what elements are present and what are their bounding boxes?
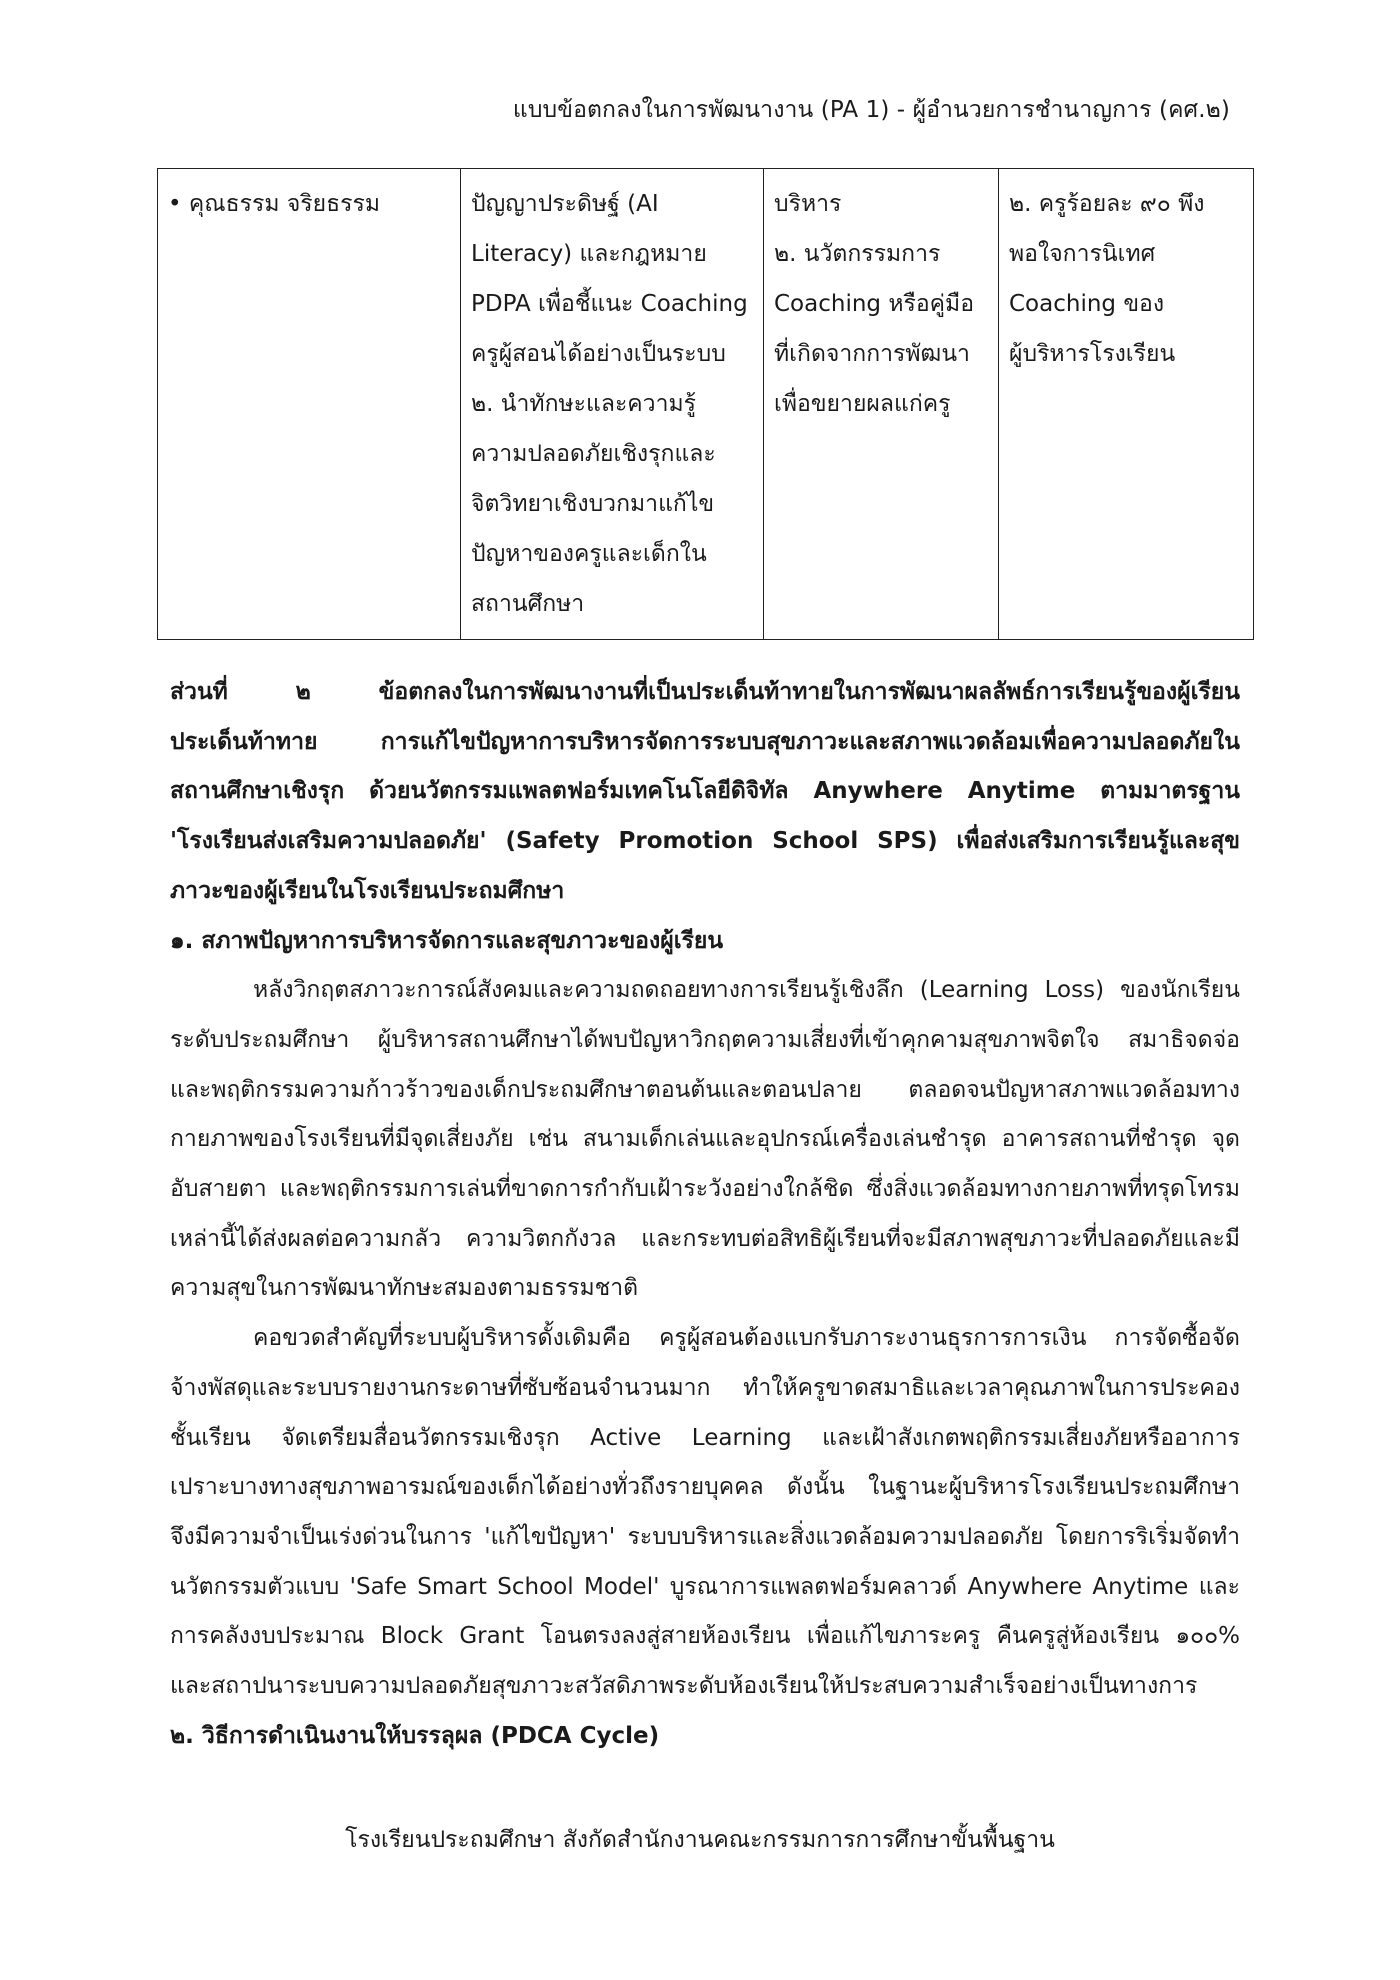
paragraph-line: คอขวดสำคัญที่ระบบผู้บริหารดั้งเดิมคือ ครูผู้สอนต้องแบกรับภาระงานธุรการการเงิน การจัดซื้อจัด (253, 1325, 1240, 1352)
document-body (170, 668, 1240, 1761)
paragraph-line: อับสายตา และพฤติกรรมการเล่นที่ขาดการกำกับเฝ้าระวังอย่างใกล้ชิด ซึ่งสิ่งแวดล้อมทางกายภาพที่ทรุดโทรม (170, 1176, 1240, 1203)
table-cell-indicator (999, 169, 1254, 640)
cell-text: PDPA เพื่อชี้แนะ Coaching (471, 291, 748, 317)
table-cell-output (764, 169, 999, 640)
paragraph-line: เหล่านี้ได้ส่งผลต่อความกลัว ความวิตกกังวล และกระทบต่อสิทธิผู้เรียนที่จะมีสภาพสุขภาวะที่ปลอดภัยและมี (170, 1225, 1240, 1252)
paragraph-1 (170, 966, 1240, 1314)
cell-text: Coaching หรือคู่มือ (774, 291, 975, 317)
table-row (158, 169, 1254, 640)
cell-text: Literacy) และกฎหมาย (471, 241, 707, 267)
heading-line: ภาวะของผู้เรียนในโรงเรียนประถมศึกษา (170, 877, 565, 904)
cell-text: ๒. นวัตกรรมการ (774, 241, 941, 267)
paragraph-line: ระดับประถมศึกษา ผู้บริหารสถานศึกษาได้พบปัญหาวิกฤตความเสี่ยงที่เข้าคุกคามสุขภาพจิตใจ สมาธิจดจ่อ (170, 1026, 1240, 1053)
paragraph-line: ชั้นเรียน จัดเตรียมสื่อนวัตกรรมเชิงรุก Active Learning และเฝ้าสังเกตพฤติกรรมเสี่ยงภัยหรืออาการ (170, 1424, 1240, 1451)
paragraph-2 (170, 1314, 1240, 1712)
cell-text: • คุณธรรม จริยธรรม (168, 191, 381, 217)
cell-text: ปัญญาประดิษฐ์ (AI (471, 191, 659, 217)
paragraph-line: หลังวิกฤตสภาวะการณ์สังคมและความถดถอยทางการเรียนรู้เชิงลึก (Learning Loss) ของนักเรียน (253, 977, 1240, 1004)
cell-text: สถานศึกษา (471, 591, 585, 617)
cell-text: ปัญหาของครูและเด็กใน (471, 541, 707, 567)
paragraph-line: นวัตกรรมตัวแบบ 'Safe Smart School Model' บูรณาการแพลตฟอร์มคลาวด์ Anywhere Anytime และ (170, 1573, 1240, 1600)
cell-text: Coaching ของ (1009, 291, 1165, 317)
section2-heading (170, 668, 1240, 917)
table-cell-competency (158, 169, 461, 640)
paragraph-line: และสถาปนาระบบความปลอดภัยสุขภาวะสวัสดิภาพระดับห้องเรียนให้ประสบความสำเร็จอย่างเป็นทางการ (170, 1673, 1198, 1700)
heading-line: ประเด็นท้าทาย การแก้ไขปัญหาการบริหารจัดการระบบสุขภาวะและสภาพแวดล้อมเพื่อความปลอดภัยใน (170, 728, 1240, 755)
paragraph-line: ความสุขในการพัฒนาทักษะสมองตามธรรมชาติ (170, 1275, 639, 1302)
cell-text: ๒. ครูร้อยละ ๙๐ พึง (1009, 191, 1205, 217)
heading-line: 'โรงเรียนส่งเสริมความปลอดภัย' (Safety Promotion School SPS) เพื่อส่งเสริมการเรียนรู้และสุข (170, 828, 1240, 855)
heading-line: ส่วนที่ ๒ ข้อตกลงในการพัฒนางานที่เป็นประเด็นท้าทายในการพัฒนาผลลัพธ์การเรียนรู้ของผู้เรียน (170, 679, 1240, 705)
cell-text: ๒. นำทักษะและความรู้ (471, 391, 697, 417)
cell-text: ที่เกิดจากการพัฒนา (774, 341, 970, 367)
cell-text: ความปลอดภัยเชิงรุกและ (471, 441, 716, 467)
paragraph-line: จึงมีความจำเป็นเร่งด่วนในการ 'แก้ไขปัญหา' ระบบบริหารและสิ่งแวดล้อมความปลอดภัย โดยการริเริ่มจัดทำ (170, 1523, 1240, 1550)
cell-text: เพื่อขยายผลแก่ครู (774, 391, 951, 417)
subsection-2-title: ๒. วิธีการดำเนินงานให้บรรลุผล (PDCA Cycle) (170, 1722, 660, 1749)
cell-text: ครูผู้สอนได้อย่างเป็นระบบ (471, 341, 726, 367)
cell-text: พอใจการนิเทศ (1009, 241, 1156, 267)
page-footer: โรงเรียนประถมศึกษา สังกัดสำนักงานคณะกรรมการการศึกษาขั้นพื้นฐาน (345, 1827, 1055, 1853)
paragraph-line: จ้างพัสดุและระบบรายงานกระดาษที่ซับซ้อนจำนวนมาก ทำให้ครูขาดสมาธิและเวลาคุณภาพในการประคอง (170, 1374, 1240, 1401)
cell-text: ผู้บริหารโรงเรียน (1009, 341, 1176, 367)
heading-line: สถานศึกษาเชิงรุก ด้วยนวัตกรรมแพลตฟอร์มเทคโนโลยีดิจิทัล Anywhere Anytime ตามมาตรฐาน (170, 778, 1240, 805)
page-header: แบบข้อตกลงในการพัฒนางาน (PA 1) - ผู้อำนวยการชำนาญการ (คศ.๒) (512, 97, 1230, 123)
subsection-1-title: ๑. สภาพปัญหาการบริหารจัดการและสุขภาวะของผู้เรียน (170, 927, 724, 954)
paragraph-line: เปราะบางทางสุขภาพอารมณ์ของเด็กได้อย่างทั่วถึงรายบุคคล ดังนั้น ในฐานะผู้บริหารโรงเรียนประถมศึกษา (170, 1474, 1240, 1501)
table-cell-development-method (461, 169, 764, 640)
cell-text: บริหาร (774, 191, 842, 217)
paragraph-line: การคลังงบประมาณ Block Grant โอนตรงลงสู่สายห้องเรียน เพื่อแก้ไขภาระครู คืนครูสู่ห้องเรียน ๑๐๐% (170, 1623, 1240, 1650)
paragraph-line: กายภาพของโรงเรียนที่มีจุดเสี่ยงภัย เช่น สนามเด็กเล่นและอุปกรณ์เครื่องเล่นชำรุด อาคารสถานที่ชำรุด จุด (170, 1126, 1240, 1153)
paragraph-line: และพฤติกรรมความก้าวร้าวของเด็กประถมศึกษาตอนต้นและตอนปลาย ตลอดจนปัญหาสภาพแวดล้อมทาง (170, 1076, 1240, 1103)
agreement-table (157, 168, 1254, 640)
cell-text: จิตวิทยาเชิงบวกมาแก้ไข (471, 491, 715, 517)
